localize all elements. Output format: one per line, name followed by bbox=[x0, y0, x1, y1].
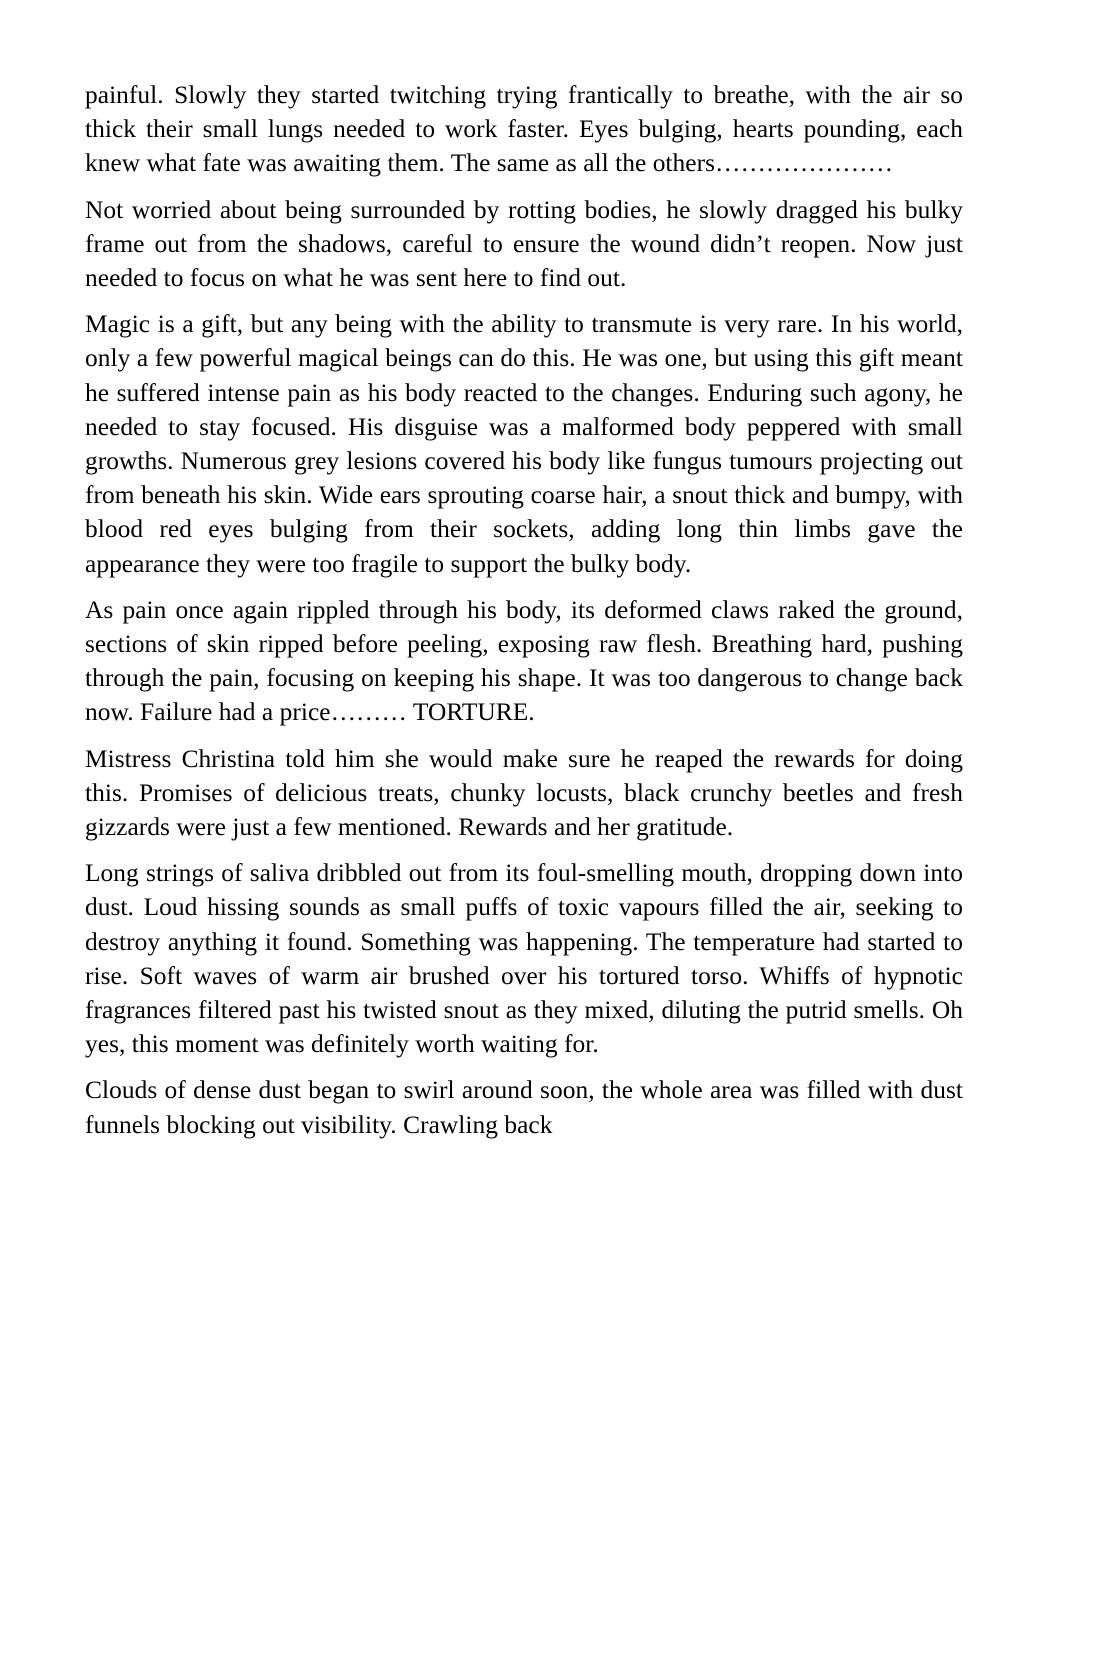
paragraph-6: Long strings of saliva dribbled out from its foul-smelling mouth, dropping down into dust. Loud hissing sounds as small puffs of toxic vapours filled the air, seeking to destroy anything it found. Something was happening. The temperature had started to rise. Soft waves of warm air brushed over his tortured torso. Whiffs of hypnotic fragrances filtered past his twisted snout as they mixed, diluting the putrid smells. Oh yes, this moment was definitely worth waiting for. bbox=[85, 859, 963, 1059]
paragraph-4: As pain once again rippled through his body, its deformed claws raked the ground, sections of skin ripped before peeling, exposing raw flesh. Breathing hard, pushing through the pain, focusing on keeping his shape. It was too dangerous to change back now. Failure had a price……… TORTURE. bbox=[85, 595, 963, 727]
paragraph-2: Not worried about being surrounded by rotting bodies, he slowly dragged his bulky frame out from the shadows, careful to ensure the wound didn’t reopen. Now just needed to focus on what he was sent here to find out. bbox=[85, 195, 963, 293]
paragraph-1: painful. Slowly they started twitching trying frantically to breathe, with the air so thick their small lungs needed to work faster. Eyes bulging, hearts pounding, each knew what fate was awaiting them. The same as all the others………………… bbox=[85, 81, 963, 178]
paragraph-7: Clouds of dense dust began to swirl around soon, the whole area was filled with dust funnels blocking out visibility. Crawling back bbox=[85, 1076, 963, 1139]
paragraph-5: Mistress Christina told him she would make sure he reaped the rewards for doing this. Promises of delicious treats, chunky locusts, black crunchy beetles and fresh gizzards were just a few mentioned. Rewards and her gratitude. bbox=[85, 744, 963, 842]
paragraph-3: Magic is a gift, but any being with the ability to transmute is very rare. In his world, only a few powerful magical beings can do this. He was one, but using this gift meant he suffered intense pain as his body reacted to the changes. Enduring such agony, he needed to stay focused. His disguise was a malformed body peppered with small growths. Numerous grey lesions covered his body like fungus tumours projecting out from beneath his skin. Wide ears sprouting coarse hair, a snout thick and bumpy, with blood red eyes bulging from their sockets, adding long thin limbs gave the appearance they were too fragile to support the bulky body. bbox=[85, 310, 963, 578]
text-column bbox=[85, 78, 963, 1142]
